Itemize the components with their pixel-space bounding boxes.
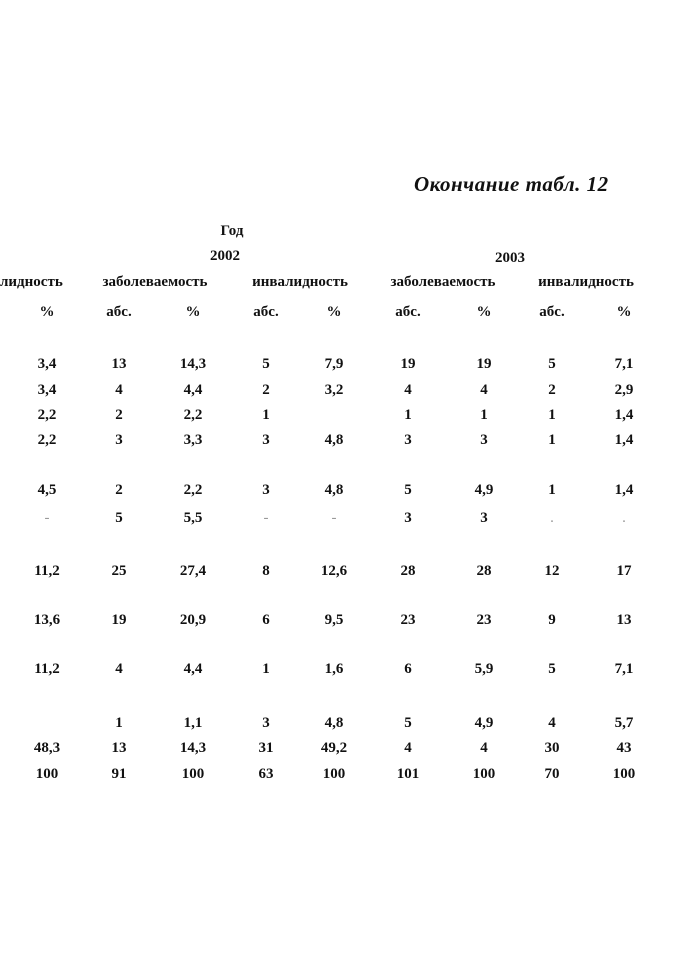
table-cell: .	[550, 510, 554, 526]
table-cell: 4,8	[324, 715, 344, 731]
table-cell: 5	[548, 661, 556, 677]
table-cell: 6	[262, 612, 270, 628]
table-cell: 3	[262, 482, 270, 498]
table-cell: 4,4	[183, 382, 203, 398]
subcol-header: %	[326, 304, 342, 320]
table-cell: 1,4	[614, 432, 634, 448]
subcol-header: %	[185, 304, 201, 320]
table-cell: 23	[476, 612, 492, 628]
table-cell: 1	[548, 407, 556, 423]
table-cell: 5,7	[614, 715, 634, 731]
table-cell: 1	[548, 432, 556, 448]
table-cell: 28	[400, 563, 416, 579]
table-cell: 5	[404, 715, 412, 731]
table-cell: 3	[404, 510, 412, 526]
table-cell: 3	[262, 432, 270, 448]
table-cell: 12	[544, 563, 560, 579]
subcol-header: абс.	[395, 304, 421, 320]
table-cell: 2	[262, 382, 270, 398]
table-cell: 7,9	[324, 356, 344, 372]
table-cell: 100	[35, 766, 59, 782]
table-cell: 1,1	[183, 715, 203, 731]
table-cell: 48,3	[33, 740, 61, 756]
table-cell: 13	[616, 612, 632, 628]
table-cell: -	[44, 510, 50, 526]
table-cell: 25	[111, 563, 127, 579]
table-cell: 1,6	[324, 661, 344, 677]
table-cell: 3	[480, 510, 488, 526]
table-cell: 11,2	[34, 563, 60, 579]
table-cell: 2	[115, 407, 123, 423]
group-header-morbidity-2002: заболеваемость	[102, 274, 208, 290]
subcol-header: %	[476, 304, 492, 320]
table-cell: 17	[616, 563, 632, 579]
table-cell: 2,2	[37, 432, 57, 448]
table-cell: 4,8	[324, 432, 344, 448]
table-cell: 1	[404, 407, 412, 423]
table-cell: 91	[111, 766, 127, 782]
table-cell: 5	[262, 356, 270, 372]
table-cell: 100	[472, 766, 496, 782]
table-cell: 5	[115, 510, 123, 526]
table-cell: 4,5	[37, 482, 57, 498]
subcol-header: абс.	[106, 304, 132, 320]
table-cell: 5	[548, 356, 556, 372]
table-cell: 100	[181, 766, 205, 782]
table-cell: 2,2	[37, 407, 57, 423]
table-cell: 5	[404, 482, 412, 498]
table-cell: 3	[262, 715, 270, 731]
table-cell: 4	[115, 661, 123, 677]
table-cell: 4	[404, 740, 412, 756]
table-cell: 2	[115, 482, 123, 498]
table-cell: 9	[548, 612, 556, 628]
year-2002-label: 2002	[210, 248, 240, 264]
table-cell: 13,6	[33, 612, 61, 628]
table-cell: 4	[115, 382, 123, 398]
table-cell: 12,6	[320, 563, 348, 579]
table-cell: 11,2	[34, 661, 60, 677]
table-caption: Окончание табл. 12	[414, 172, 609, 196]
table-cell: 3,4	[37, 382, 57, 398]
table-cell: 1	[262, 661, 270, 677]
table-cell: 1	[480, 407, 488, 423]
year-label: Год	[220, 223, 244, 239]
table-cell: 14,3	[179, 740, 207, 756]
table-cell: 1,4	[614, 482, 634, 498]
table-cell: 7,1	[614, 356, 634, 372]
table-cell: 2	[548, 382, 556, 398]
table-cell: 101	[396, 766, 420, 782]
table-cell: 1	[115, 715, 123, 731]
table-cell: .	[622, 510, 626, 526]
table-cell: 3	[480, 432, 488, 448]
table-cell: 4	[480, 740, 488, 756]
subcol-header: %	[39, 304, 55, 320]
table-cell: 3,3	[183, 432, 203, 448]
table-cell: 9,5	[324, 612, 344, 628]
table-cell: 2,2	[183, 482, 203, 498]
table-cell: 1	[262, 407, 270, 423]
table-cell: 4,4	[183, 661, 203, 677]
table-cell: 31	[258, 740, 274, 756]
table-cell: 20,9	[179, 612, 207, 628]
group-header-morbidity-2003: заболеваемость	[390, 274, 496, 290]
table-cell: 8	[262, 563, 270, 579]
table-cell: 3,2	[324, 382, 344, 398]
table-cell: 4,9	[474, 482, 494, 498]
table-cell: -	[331, 510, 337, 526]
table-cell: 6	[404, 661, 412, 677]
table-cell: 19	[111, 612, 127, 628]
year-2003-label: 2003	[495, 250, 525, 266]
group-header-disability-2003: инвалидность	[538, 274, 634, 290]
table-cell: 70	[544, 766, 560, 782]
table-cell: 3,4	[37, 356, 57, 372]
table-cell: 19	[400, 356, 416, 372]
table-cell: 49,2	[320, 740, 348, 756]
table-cell: 3	[115, 432, 123, 448]
table-cell: 100	[612, 766, 636, 782]
table-cell: 5,9	[474, 661, 494, 677]
table-cell: 13	[111, 740, 127, 756]
group-header-disability-partial: лидность	[0, 274, 63, 290]
subcol-header: абс.	[253, 304, 279, 320]
table-cell: 4,9	[474, 715, 494, 731]
table-cell: 23	[400, 612, 416, 628]
table-cell: 4	[480, 382, 488, 398]
subcol-header: %	[616, 304, 632, 320]
table-cell: 1,4	[614, 407, 634, 423]
table-cell: 4,8	[324, 482, 344, 498]
table-cell: 5,5	[183, 510, 203, 526]
table-cell: 1	[548, 482, 556, 498]
table-cell: 43	[616, 740, 632, 756]
table-cell: 27,4	[179, 563, 207, 579]
table-cell: 2,9	[614, 382, 634, 398]
table-cell: 7,1	[614, 661, 634, 677]
table-cell: 30	[544, 740, 560, 756]
table-cell: 28	[476, 563, 492, 579]
table-cell: 13	[111, 356, 127, 372]
table-cell: 19	[476, 356, 492, 372]
table-cell: 14,3	[179, 356, 207, 372]
table-cell: -	[263, 510, 269, 526]
table-cell: 3	[404, 432, 412, 448]
table-cell: 63	[258, 766, 274, 782]
table-cell: 4	[404, 382, 412, 398]
group-header-disability-2002: инвалидность	[252, 274, 348, 290]
table-cell: 100	[322, 766, 346, 782]
table-cell: 4	[548, 715, 556, 731]
subcol-header: абс.	[539, 304, 565, 320]
table-cell: 2,2	[183, 407, 203, 423]
